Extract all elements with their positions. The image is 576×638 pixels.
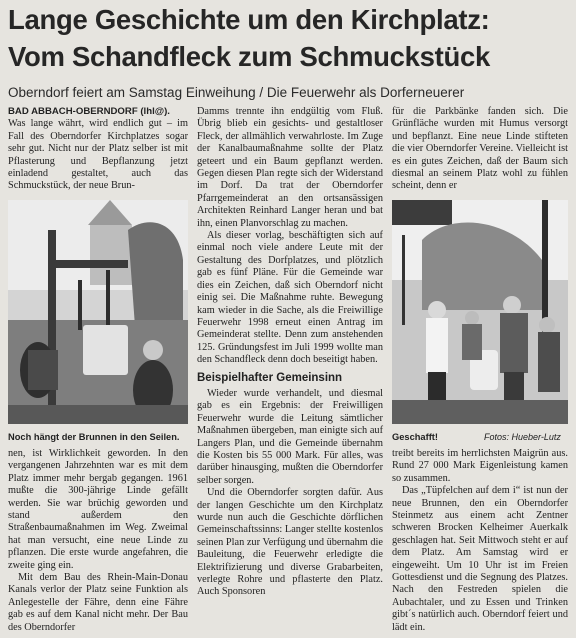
col3-bottom-paragraph-1: treibt bereits im herrlichsten Maigrün aus. Rund 27 000 Mark Eigenleistung kamen so zusammen. <box>392 448 568 484</box>
intro-text: Was lange währt, wird endlich gut – im Fall des Oberndorfer Kirchplatzes sogar sehr gut. Nicht nur der Platz selber ist mit Pflasterung und Bepflanzung jetzt einladend gestaltet, auch das Schmuckstück, der neue Brun- <box>8 118 188 192</box>
col2-paragraph-4: Und die Oberndorfer sorgten dafür. Aus der langen Geschichte um den Kirchplatz wurde nun auch die Geschichte dörflichen Gemeinschaftssinns: Langer stellte kostenlos seinen Plan zur Verfügung und übernahm die Bauleitung, die Feuerwehr erledigte die Elektrifizierung und diverse Grabarbeiten, verlegte Rohre und pflasterte den Platz. Auch Sponsoren <box>197 487 383 598</box>
headline-line-2: Vom Schandfleck zum Schmuckstück <box>8 41 490 72</box>
col3-top-paragraph: für die Parkbänke fanden sich. Die Grünfläche wurden mit Humus versorgt und bepflanzt. Eine neue Linde stifteten die vier Oberndorfer Vereine. Vielleicht ist es ein gutes Zeichen, daß der Baum sich diesmal an seinem Platz wohl zu fühlen scheint, denn er <box>392 106 568 192</box>
column-1-top <box>8 106 188 193</box>
article-subheadline: Oberndorf feiert am Samstag Einweihung / Die Feuerwehr als Dorferneuerer <box>8 85 465 100</box>
col2-paragraph-2: Als dieser vorlag, beschäftigten sich auf einmal noch viele andere Leute mit der Gestaltung des Dorfplatzes, und plötzlich gab es fünf Pläne. Für die Gemeinde war dies ein Zeichen, daß sich Oberndorf nicht einig sei. Die Maßnahme ruhte. Bewegung kam wieder in die Sache, als die Freiwillige Feuerwehr 1998 erneut einen Antrag im Gemeinderat stellte. Denn zum anstehenden 125. Gründungsfest im Juli 1999 wollte man den Schandfleck denn doch beseitigt haben. <box>197 230 383 366</box>
section-subtitle: Beispielhafter Gemeinsinn <box>197 371 343 384</box>
column-2 <box>197 106 383 599</box>
dateline: BAD ABBACH-OBERNDORF (lhl@). <box>8 106 170 117</box>
headline-line-1: Lange Geschichte um den Kirchplatz: <box>8 4 490 35</box>
photo-fountain-hanging <box>8 200 188 424</box>
column-1-bottom <box>8 448 188 634</box>
col1-bottom-paragraph-1: nen, ist Wirklichkeit geworden. In den vergangenen Jahrzehnten war es mit dem Platz immer mehr bergab gegangen. 1961 mußte die 300-jährige Linde gefällt werden. Sie war brüchig geworden und stand außerdem den Straßenbaumaßnahmen im Weg. Zweimal hat man versucht, eine neue Linde zu pflanzen. Die erste wurde angefahren, die zweite ging ein. <box>8 448 188 571</box>
col3-bottom-paragraph-2: Das „Tüpfelchen auf dem i“ ist nun der neue Brunnen, den ein Oberndorfer Steinmetz aus einem acht Zentner schweren Brocken Kelheimer Auerkalk geschlagen hat. Seit Mittwoch steht er auf dem Platz. Am Samstag wird er eingeweiht. Um 10 Uhr ist im Freien Gottesdienst und die Segnung des Platzes. Nach den Festreden spielen die Aubachtaler, und zu Essen und Trinken gibt´s natürlich auch. Oberndorf feiert und lädt ein. <box>392 485 568 633</box>
col2-paragraph-3: Wieder wurde verhandelt, und diesmal gab es ein Ergebnis: der Freiwilligen Feuerwehr wurde die Leitung sämtlicher Maßnahmen übergeben, man einigte sich auf Langers Plan, und die Gemeinde übernahm die Kosten bis 55 000 Mark. Für alles, was darüber hinausging, mußten die Oberndorfer selber sorgen. <box>197 387 383 486</box>
photo-credit: Fotos: Hueber-Lutz <box>484 432 561 442</box>
caption-right: Geschafft! <box>392 432 438 442</box>
article-headline <box>8 4 570 72</box>
column-3-bottom <box>392 448 568 634</box>
intro-paragraph <box>8 106 188 193</box>
photo-fountain-hanging-image <box>8 200 188 424</box>
col2-paragraph-1: Damms trennte ihn endgültig vom Fluß. Übrig blieb ein gesichts- und gestaltloser Fleck, der allmählich verwahrloste. Im Zuge der Kanalbaumaßnahme sollte der Platz geteert und ein Baum gepflanzt werden. Gegen diesen Plan regte sich der Widerstand im Dorf. Da trat der Oberndorfer Pfarrgemeinderat an den ortsansässigen Architekten Reinhard Langer heran und bat ihn, einen Planvorschlag zu machen. <box>197 106 383 229</box>
photo-fountain-placed-image <box>392 200 568 424</box>
column-3-top <box>392 106 568 193</box>
col1-bottom-paragraph-2: Mit dem Bau des Rhein-Main-Donau Kanals verlor der Platz seine Funktion als Anlegestelle der Fähre, denn eine Fähre gab es auf dem Kanal nicht mehr. Der Bau des Oberndorfer <box>8 572 188 633</box>
caption-left: Noch hängt der Brunnen in den Seilen. <box>8 432 180 442</box>
photo-fountain-placed <box>392 200 568 424</box>
